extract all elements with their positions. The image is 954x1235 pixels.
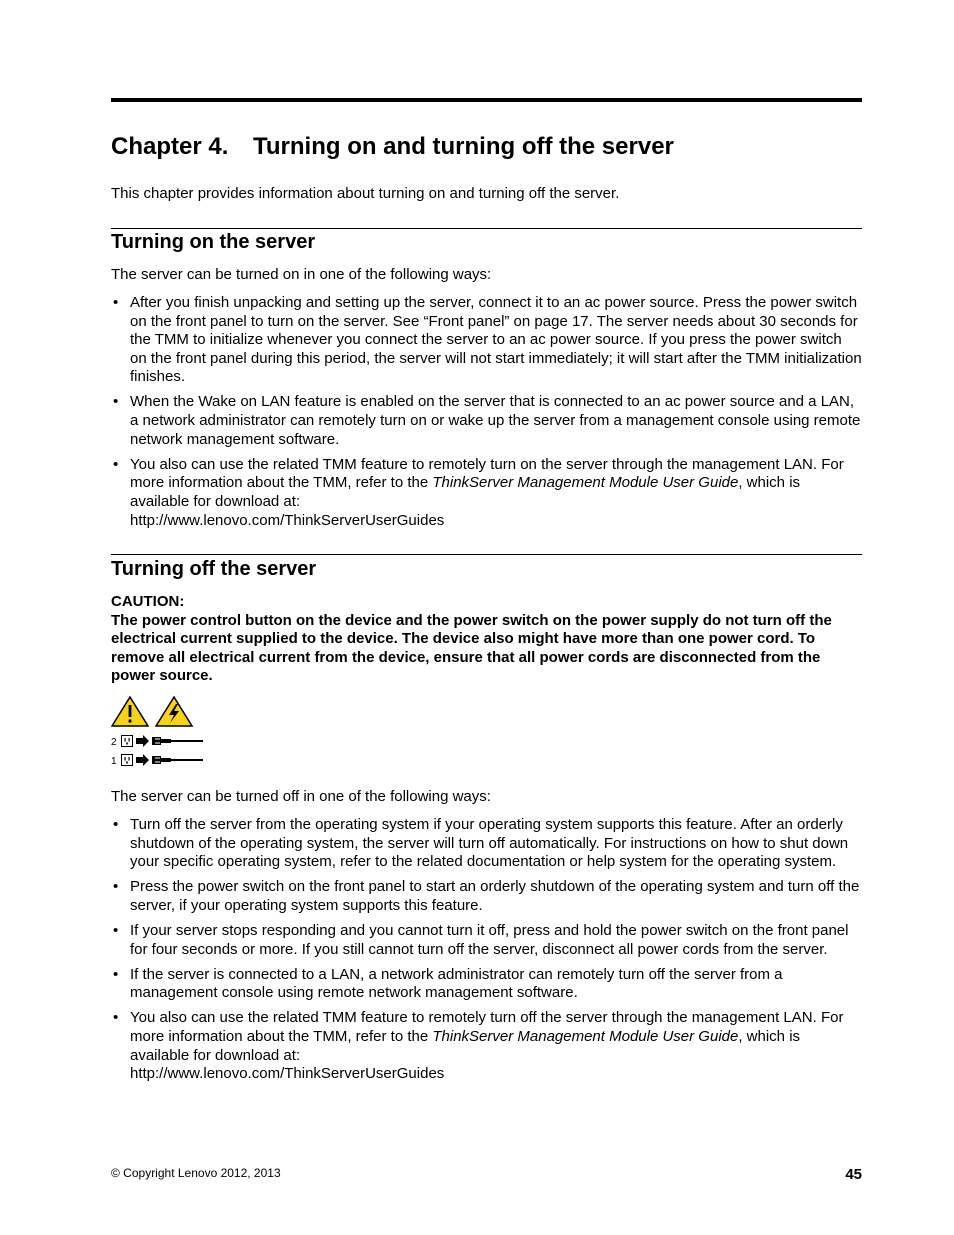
guide-title: ThinkServer Management Module User Guide — [432, 474, 739, 492]
section-heading-turning-on: Turning on the server — [111, 231, 316, 253]
turning-off-lead: The server can be turned off in one of the following ways: — [111, 788, 491, 805]
section-rule-turning-off — [111, 554, 862, 555]
electrical-hazard-graphic — [111, 696, 211, 768]
chapter-number: Chapter 4. — [111, 133, 229, 160]
chapter-title — [111, 133, 674, 161]
download-url: http://www.lenovo.com/ThinkServerUserGuides — [130, 511, 445, 529]
document-page — [111, 0, 862, 1235]
chapter-title-text: Turning on and turning off the server — [253, 133, 674, 160]
copyright-notice: © Copyright Lenovo 2012, 2013 — [111, 1166, 281, 1180]
list-item — [111, 456, 862, 530]
list-item: • Press the power switch on the front panel to start an orderly shutdown of the operating system and turn off the server, if your operating system supports this feature. — [111, 878, 862, 915]
caution-label: CAUTION: — [111, 593, 185, 610]
caution-notice — [111, 593, 862, 686]
chapter-intro: This chapter provides information about turning on and turning off the server. — [111, 185, 620, 202]
list-item: • Turn off the server from the operating system if your operating system supports this feature. After an orderly shutdown of the operating system, the server will turn off automatically. For instructions on how to shut down your specific operating system, refer to the related documentation or help system for the operating system. — [111, 816, 862, 872]
guide-title: ThinkServer Management Module User Guide — [432, 1027, 739, 1045]
chapter-rule — [111, 98, 862, 102]
high-voltage-icon — [156, 697, 192, 726]
list-item: • After you finish unpacking and setting up the server, connect it to an ac power source. Press the power switch on the front panel to turn on the server. See “Front panel” on page 17. The server needs about 30 seconds for the TMM to initialize whenever you connect the server to an ac power source. If you press the power switch on the front panel during this period, the server will not start immediately; it will start after the TMM initialization finishes. — [111, 294, 862, 387]
cord-label: 1 — [111, 756, 117, 767]
list-item: • If the server is connected to a LAN, a network administrator can remotely turn off the server from a management console using remote network management software. — [111, 966, 862, 1003]
section-heading-turning-off: Turning off the server — [111, 558, 317, 580]
cord-label: 2 — [111, 737, 117, 748]
page-number: 45 — [845, 1166, 862, 1183]
list-item-text: You also can use the related TMM feature to remotely turn off the server through the management LAN. For more information about the TMM, refer to the — [130, 1009, 844, 1045]
list-item-text: , which is available for download at: — [130, 474, 801, 510]
list-item: • If your server stops responding and you cannot turn it off, press and hold the power switch on the front panel for four seconds or more. If you still cannot turn off the server, disconnect all power cords from the server. — [111, 922, 862, 959]
list-item-text: You also can use the related TMM feature to remotely turn on the server through the management LAN. For more information about the TMM, refer to the — [130, 455, 844, 492]
warning-triangle-icon — [112, 697, 148, 726]
list-item — [111, 1009, 862, 1083]
power-cord-icon — [111, 754, 203, 767]
turning-on-list — [111, 294, 862, 537]
download-url: http://www.lenovo.com/ThinkServerUserGuides — [130, 1065, 445, 1083]
power-cord-icon — [111, 735, 203, 748]
list-item: • When the Wake on LAN feature is enabled on the server that is connected to an ac power source and a LAN, a network administrator can remotely turn on or wake up the server from a management console using remote network management software. — [111, 393, 862, 449]
caution-text: The power control button on the device and the power switch on the power supply do not turn off the electrical current supplied to the device. The device also might have more than one power cord. To remove all electrical current from the device, ensure that all power cords are disconnected from the power source. — [111, 611, 832, 685]
section-rule-turning-on — [111, 228, 862, 229]
turning-off-list — [111, 816, 862, 1090]
turning-on-lead: The server can be turned on in one of the following ways: — [111, 266, 492, 283]
list-item-text: , which is available for download at: — [130, 1027, 801, 1064]
